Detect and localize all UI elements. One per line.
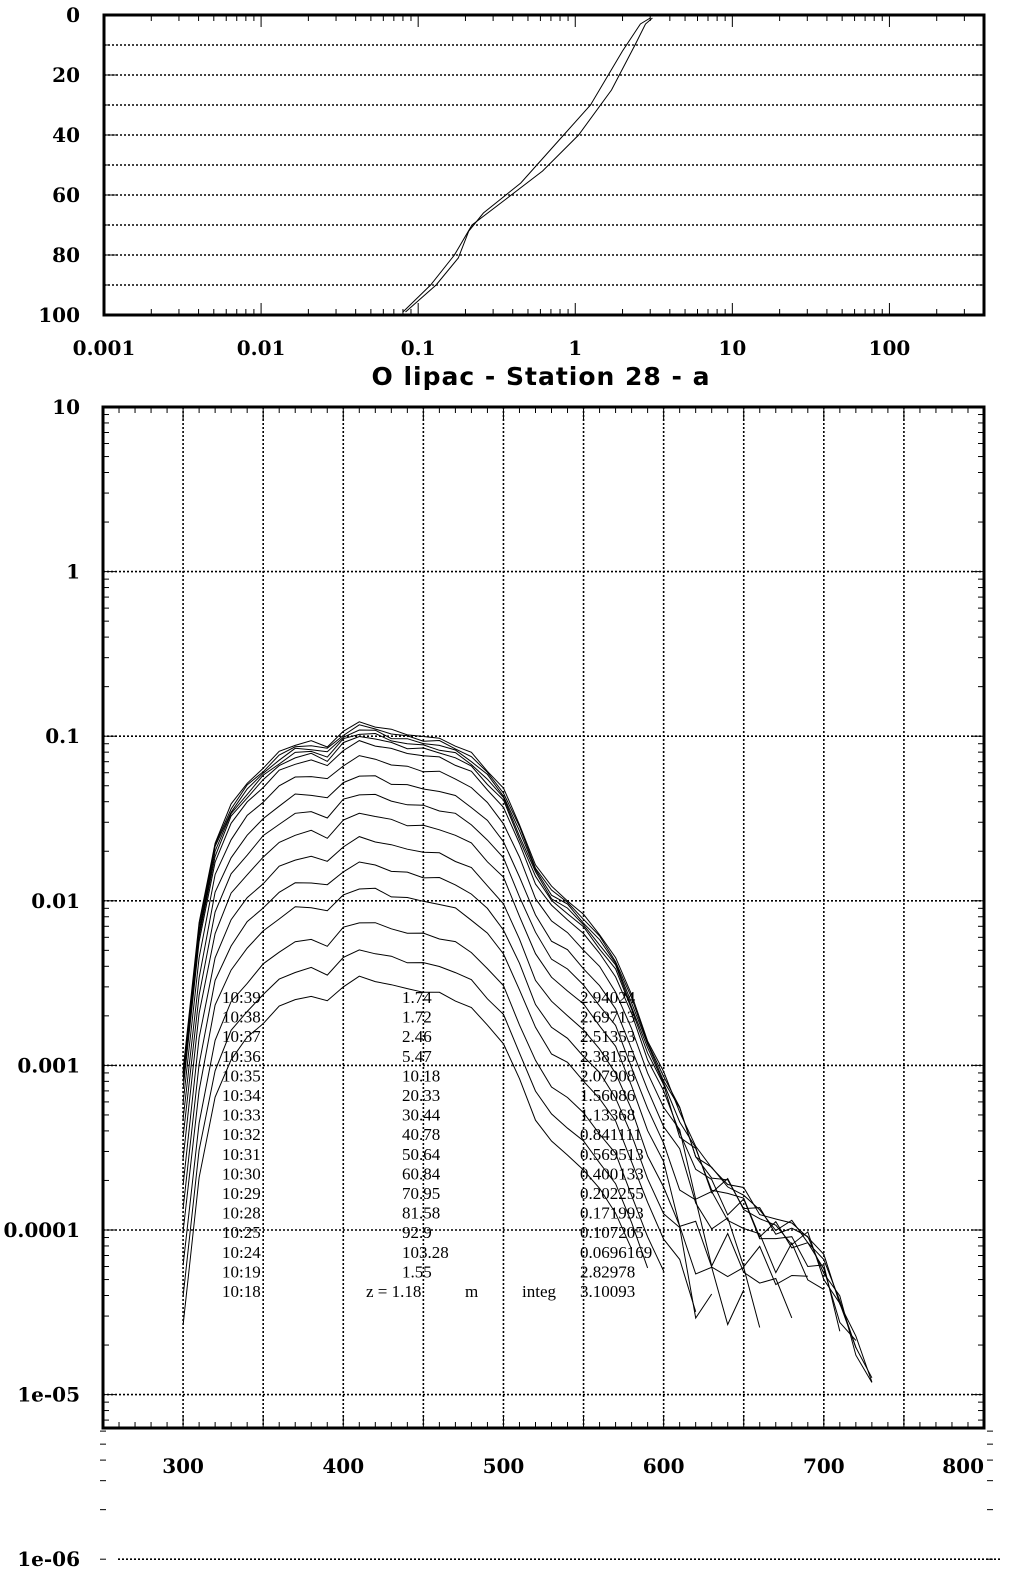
x-tick-label: 0.001 (72, 336, 136, 360)
cast-table-row (222, 1086, 635, 1105)
spectrum-line-2 (183, 725, 872, 1378)
cast-time: 10:32 (222, 1125, 261, 1145)
x-tick-label: 600 (642, 1454, 685, 1478)
cast-integ: 2.51353 (580, 1027, 636, 1047)
x-tick-label: 400 (322, 1454, 365, 1478)
cast-integ: 2.69713 (580, 1007, 636, 1027)
cast-depth: 70.95 (402, 1184, 441, 1203)
cast-integ: 0.171993 (580, 1203, 644, 1223)
cast-table-row (222, 1243, 652, 1262)
y-tick-label: 0 (66, 3, 80, 27)
cast-time: 10:36 (222, 1046, 261, 1066)
spectra-tick-marks (100, 407, 993, 1559)
y-tick-label: 0.001 (17, 1053, 80, 1078)
cast-depth: 1.74 (402, 988, 432, 1007)
spectrum-line-10 (183, 813, 760, 1327)
cast-table-row (222, 1145, 644, 1164)
y-tick-label: 40 (52, 123, 80, 147)
cast-depth: 30.44 (402, 1105, 441, 1125)
y-tick-label: 80 (52, 243, 80, 267)
cast-depth: 103.28 (402, 1242, 449, 1262)
cast-table-last-row (222, 1282, 635, 1301)
cast-depth: 2.46 (402, 1027, 432, 1047)
cast-depth-unit: m (465, 1282, 479, 1301)
spectra-gridlines (103, 407, 1000, 1559)
cast-table-row (222, 1125, 642, 1144)
cast-depth: 1.72 (402, 1007, 432, 1027)
cast-table-row (222, 1106, 635, 1125)
cast-integ-label: integ (522, 1282, 556, 1301)
cast-time: 10:19 (222, 1262, 261, 1282)
depth-profile-gridlines (104, 45, 984, 285)
depth-profile-y-tick-labels (38, 3, 80, 327)
cast-depth: 60.84 (402, 1164, 441, 1184)
y-tick-label: 1 (66, 559, 80, 584)
cast-table-row (222, 1008, 635, 1027)
cast-integ: 1.56086 (580, 1086, 636, 1105)
cast-integ: 2.94024 (580, 988, 636, 1007)
cast-time: 10:29 (222, 1184, 261, 1203)
cast-time: 10:30 (222, 1164, 261, 1184)
cast-table-row (222, 1164, 644, 1183)
spectrum-line-6 (183, 741, 840, 1332)
depth-profile-chart (38, 3, 984, 360)
cast-integ: 0.400133 (580, 1164, 644, 1184)
x-tick-label: 0.01 (236, 336, 286, 360)
spectrum-line-9 (183, 794, 792, 1318)
spectrum-line-11 (183, 837, 744, 1325)
cast-time: 10:31 (222, 1144, 261, 1164)
cast-integ: 2.82978 (580, 1262, 636, 1282)
cast-integ: 2.38155 (580, 1046, 636, 1066)
cast-integ: 0.202255 (580, 1184, 644, 1203)
cast-depth: 40.78 (402, 1125, 441, 1145)
spectrum-line-8 (183, 776, 808, 1285)
cast-time: 10:35 (222, 1066, 261, 1086)
y-tick-label: 1e-06 (17, 1547, 80, 1572)
y-tick-label: 0.0001 (3, 1218, 80, 1242)
cast-depth: 20.33 (402, 1086, 441, 1105)
cast-time: 10:25 (222, 1223, 261, 1243)
chart-title: O lipac - Station 28 - a (371, 362, 711, 391)
cast-depth: 1.55 (402, 1262, 432, 1282)
cast-time: 10:28 (222, 1203, 261, 1223)
cast-time: 10:33 (222, 1105, 261, 1125)
cast-table-row (222, 1204, 644, 1223)
y-tick-label: 20 (52, 63, 80, 87)
cast-depth: 10.18 (402, 1066, 441, 1086)
y-tick-label: 100 (38, 303, 80, 327)
cast-depth: 5.47 (402, 1046, 432, 1066)
cast-table-row (222, 1047, 635, 1066)
cast-time: 10:24 (222, 1242, 261, 1262)
cast-table-row (222, 1184, 644, 1203)
depth-profile-x-tick-labels (73, 336, 911, 360)
cast-table-row (222, 1262, 635, 1281)
spectra-x-tick-labels (162, 1454, 984, 1478)
cast-integ: 0.0696169 (580, 1242, 653, 1262)
cast-time: 10:37 (222, 1027, 261, 1047)
cast-depth-z: z = 1.18 (366, 1282, 422, 1301)
y-tick-label: 1e-05 (17, 1382, 80, 1407)
cast-time: 10:39 (222, 988, 261, 1007)
spectra-y-tick-labels (3, 395, 80, 1571)
x-tick-label: 500 (482, 1454, 525, 1478)
cast-integ: 0.569513 (580, 1144, 644, 1164)
cast-depth: 92.9 (402, 1223, 432, 1243)
cast-time: 10:34 (222, 1086, 261, 1105)
x-tick-label: 800 (942, 1454, 984, 1478)
x-tick-label: 100 (868, 336, 911, 360)
cast-depth: 50.64 (402, 1144, 441, 1164)
y-tick-label: 60 (52, 183, 80, 207)
x-tick-label: 0.1 (400, 336, 436, 360)
cast-time: 10:38 (222, 1007, 261, 1027)
y-tick-label: 0.1 (45, 724, 80, 749)
cast-integ: 1.13368 (580, 1105, 636, 1125)
y-tick-label: 10 (52, 395, 80, 419)
x-tick-label: 300 (162, 1454, 204, 1478)
cast-integ: 0.107205 (580, 1223, 644, 1243)
cast-time: 10:18 (222, 1282, 261, 1301)
cast-table (222, 988, 652, 1301)
x-tick-label: 700 (802, 1454, 845, 1478)
cast-table-row (222, 1027, 635, 1046)
spectra-chart (3, 395, 1000, 1571)
y-tick-label: 0.01 (31, 888, 80, 913)
cast-depth: 81.58 (402, 1203, 441, 1223)
cast-integ: 3.10093 (580, 1282, 636, 1301)
x-tick-label: 10 (718, 336, 747, 360)
cast-integ: 0.841111 (580, 1125, 642, 1145)
cast-table-row (222, 1223, 644, 1242)
cast-integ: 2.07908 (580, 1066, 636, 1086)
x-tick-label: 1 (568, 336, 583, 360)
